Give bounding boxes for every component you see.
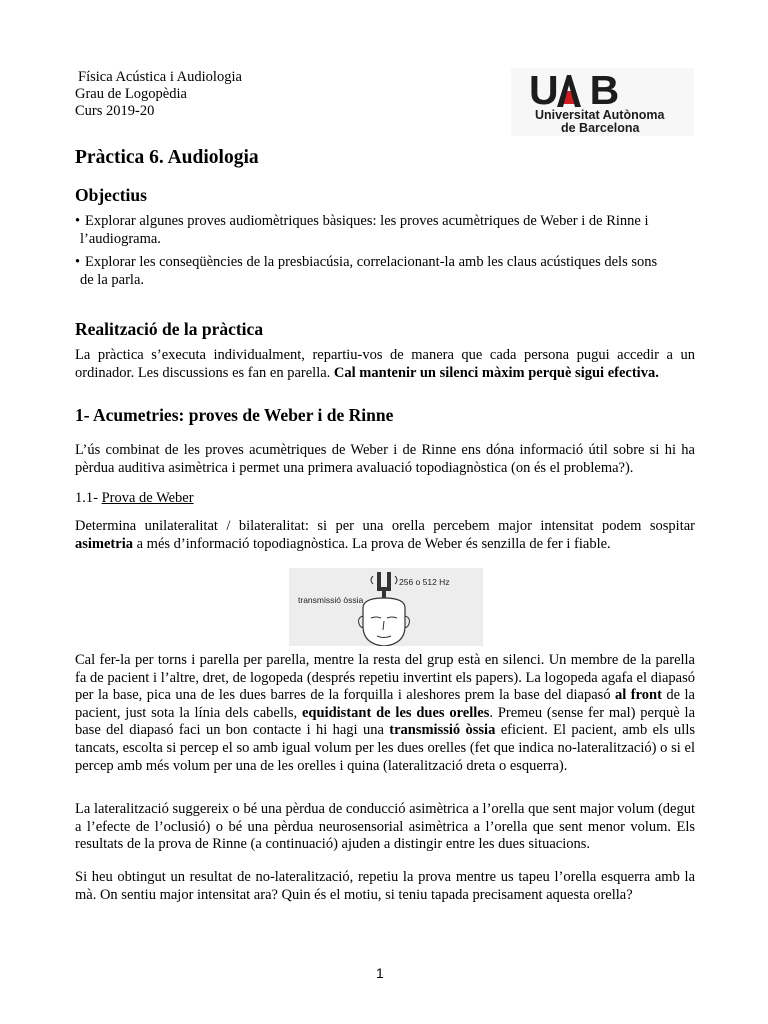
bullet-dot-icon: • — [75, 213, 81, 229]
course-year: Curs 2019-20 — [75, 103, 155, 119]
uab-logo-line1: Universitat Autònoma — [535, 108, 665, 122]
realization-heading: Realització de la pràctica — [75, 319, 264, 339]
weber-paragraph-1: Determina unilateralitat / bilateralitat: si per una orella percebem major intensitat podem sospitar asimetria a més d’informació topodiagnòstica. La prova de Weber és senzilla de fer i fiable. — [75, 518, 695, 552]
uab-logo — [511, 68, 694, 136]
weber-paragraph-2: Cal fer-la per torns i parella per parella, mentre la resta del grup està en silenci. Un membre de la parella fa de pacient i l’altre, dret, de logopeda (després repetiu invertint els papers). La logopeda agafa el diapasó per la base, pica una de les dues barres de la forquilla i aleshores prem la base del diapasó al front de la pacient, just sota la línia dels cabells, equidistant de les dues orelles. Premeu (sense fer mal) perquè la base del diapasó faci un bon contacte i hi hagi una transmissió òssia eficient. El pacient, amb els ulls tancats, escolta si percep el so amb igual volum per les dues orelles (fet que indica no-lateralització) o si el percep amb més volum per una de les orelles i quina (lateralització dreta o esquerra). — [75, 652, 696, 774]
objectives-heading: Objectius — [75, 185, 147, 205]
section1-intro: L’ús combinat de les proves acumètriques de Weber i de Rinne ens dóna informació útil sobre si hi ha pèrdua auditiva asimètrica i permet una primera avaluació topodiagnòstica (on és el problema?). — [75, 442, 695, 476]
page-number: 1 — [376, 965, 384, 981]
course-subject: Física Acústica i Audiologia — [78, 69, 242, 85]
weber-subheading: 1.1- Prova de Weber — [75, 490, 194, 506]
uab-logo-a-shape — [555, 73, 583, 108]
head-with-tuning-fork-illustration — [289, 568, 483, 646]
section1-heading: 1- Acumetries: proves de Weber i de Rinne — [75, 405, 394, 425]
figure-label-bone-conduction: transmissió òssia — [298, 595, 364, 605]
course-degree: Grau de Logopèdia — [75, 86, 187, 102]
uab-logo-mark: U B — [529, 67, 621, 113]
bullet-dot-icon: • — [75, 254, 81, 270]
uab-logo-line2: de Barcelona — [561, 121, 640, 135]
weber-paragraph-4: Si heu obtingut un resultat de no-lateralització, repetiu la prova mentre us tapeu l’orella esquerra amb la mà. On sentiu major intensitat ara? Quin és el motiu, si teniu tapada precisament aquesta orella? — [75, 869, 695, 903]
weber-test-figure — [289, 568, 483, 646]
objective-bullet-1: • Explorar algunes proves audiomètriques bàsiques: les proves acumètriques de Weber i de Rinne i l’audiograma. — [75, 213, 649, 247]
figure-label-frequency: 256 o 512 Hz — [399, 577, 450, 587]
weber-paragraph-3: La lateralització suggereix o bé una pèrdua de conducció asimètrica a l’orella que sent major volum (degut a l’efecte de l’oclusió) o bé una pèrdua neurosensorial asimètrica a l’orella que sent menor volum. Els resultats de la prova de Rinne (a continuació) ajuden a distingir entre les dues situacions. — [75, 801, 695, 853]
realization-paragraph: La pràctica s’executa individualment, repartiu-vos de manera que cada persona pugui accedir a un ordinador. Les discussions es fan en parella. Cal mantenir un silenci màxim perquè sigui efectiva. — [75, 347, 695, 381]
objective-bullet-2: • Explorar les conseqüències de la presbiacúsia, correlacionant-la amb les claus acústiques dels sons de la parla. — [75, 254, 658, 288]
course-header — [75, 69, 242, 120]
page-title: Pràctica 6. Audiologia — [75, 147, 259, 168]
